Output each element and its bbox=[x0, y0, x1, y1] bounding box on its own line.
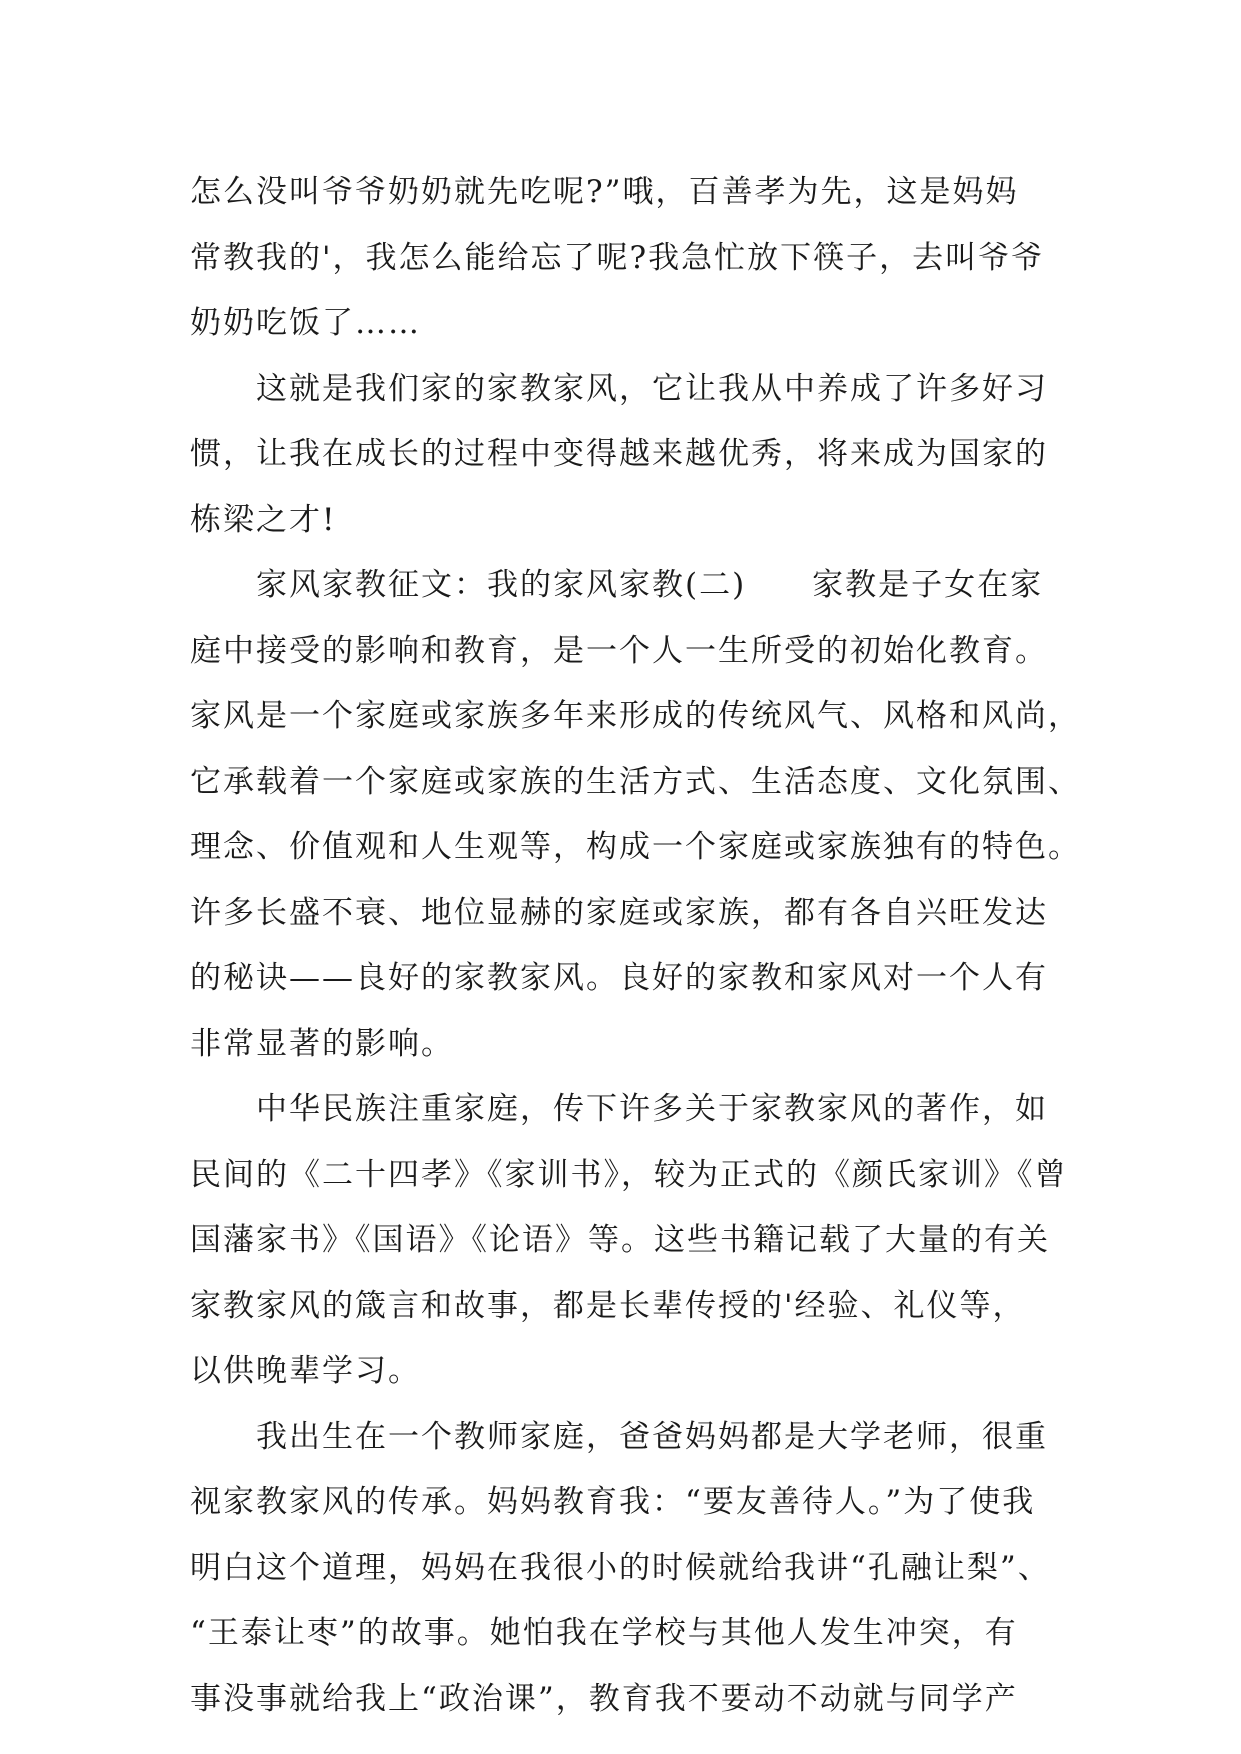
text-line: 常教我的'，我怎么能给忘了呢?我急忙放下筷子，去叫爷爷 bbox=[190, 239, 1045, 276]
text-line: 我出生在一个教师家庭，爸爸妈妈都是大学老师，很重 bbox=[256, 1418, 1048, 1455]
text-line: 视家教家风的传承。妈妈教育我：“要友善待人。”为了使我 bbox=[190, 1484, 1036, 1520]
text-line: 非常显著的影响。 bbox=[190, 1025, 454, 1062]
body-text bbox=[190, 160, 1081, 1732]
text-line: 理念、价值观和人生观等，构成一个家庭或家族独有的特色。 bbox=[190, 829, 1081, 865]
text-line: 事没事就给我上“政治课”，教育我不要动不动就与同学产 bbox=[190, 1680, 1018, 1717]
text-line: 惯，让我在成长的过程中变得越来越优秀，将来成为国家的 bbox=[190, 436, 1048, 472]
text-line: 民间的《二十四孝》《家训书》，较为正式的《颜氏家训》《曾 bbox=[190, 1156, 1068, 1193]
text-line: 家风家教征文：我的家风家教(二) 家教是子女在家 bbox=[256, 567, 1044, 603]
text-line: 以供晚辈学习。 bbox=[190, 1353, 421, 1389]
text-line: 许多长盛不衰、地位显赫的家庭或家族，都有各自兴旺发达 bbox=[190, 894, 1048, 931]
text-line: 中华民族注重家庭，传下许多关于家教家风的著作，如 bbox=[256, 1091, 1048, 1127]
text-line: 这就是我们家的家教家风，它让我从中养成了许多好习 bbox=[256, 370, 1048, 407]
text-line: 奶奶吃饭了…… bbox=[190, 305, 421, 341]
text-line: 栋梁之才! bbox=[190, 501, 337, 538]
text-line: 怎么没叫爷爷奶奶就先吃呢?”哦，百善孝为先，这是妈妈 bbox=[190, 174, 1019, 210]
text-line: 庭中接受的影响和教育，是一个人一生所受的初始化教育。 bbox=[190, 632, 1048, 669]
text-line: 国藩家书》《国语》《论语》等。这些书籍记载了大量的有关 bbox=[190, 1222, 1050, 1258]
text-line: “王泰让枣”的故事。她怕我在学校与其他人发生冲突，有 bbox=[190, 1615, 1018, 1651]
text-line: 家教家风的箴言和故事，都是长辈传授的'经验、礼仪等， bbox=[190, 1287, 1026, 1324]
text-line: 明白这个道理，妈妈在我很小的时候就给我讲“孔融让梨”、 bbox=[190, 1549, 1051, 1586]
text-line: 的秘诀——良好的家教家风。良好的家教和家风对一个人有 bbox=[190, 960, 1048, 996]
text-line: 家风是一个家庭或家族多年来形成的传统风气、风格和风尚， bbox=[190, 698, 1081, 734]
text-line: 它承载着一个家庭或家族的生活方式、生活态度、文化氛围、 bbox=[190, 763, 1081, 800]
